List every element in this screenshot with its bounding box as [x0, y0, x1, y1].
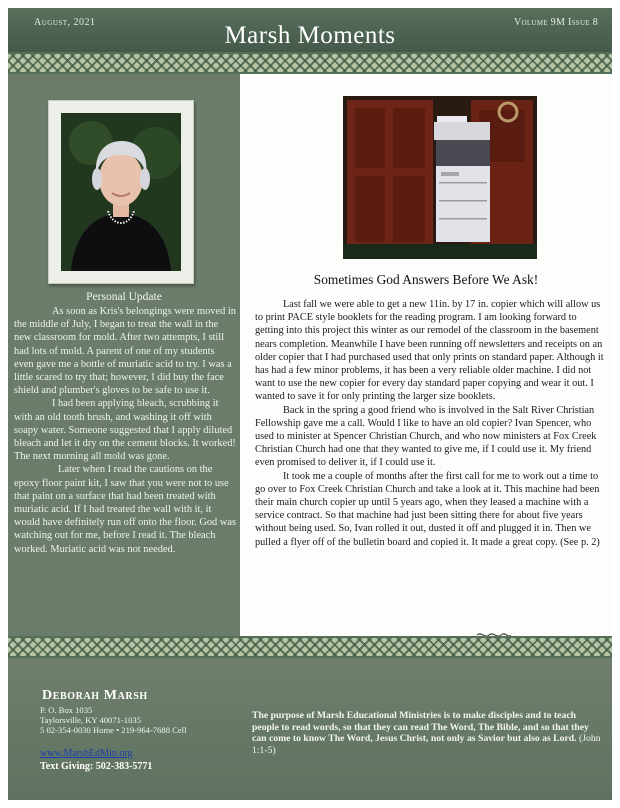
volume-issue: Volume 9M Issue 8 — [513, 17, 598, 28]
article-heading: Sometimes God Answers Before We Ask! — [313, 272, 539, 287]
article-paragraph: Last fall we were able to get a new 11in. by 17 in. copier which will allow us to print PACE style booklets for the reading program. I am looking forward to getting into this project this winter as our remodel of the classroom in the basement nears completion. Meanwhile I have been running off newsletters and receipts on an older copier that I had purchased used that only prints on standard paper. Although it has had a few minor problems, it has been a very reliable older machine. I did not want to use the new copier for every day standard paper copying and wear it out. I wanted to save it for only printing the larger size booklets. — [255, 299, 604, 403]
mission-text: The purpose of Marsh Educational Ministries is to make disciples and to teach people to read words, so that they can read The Word, The Bible, and so that they can come to know The Word, Jesus Christ, not only as Savior but also as Lord. — [252, 710, 589, 745]
sidebar-paragraph: As soon as Kris's belongings were moved in the middle of July, I began to treat the wall in the new classroom for mold. After two attempts, I still had lots of mold. A parent of one of my students even gave me a bottle of muriatic acid to try. I was a little scared to try that; however, I did buy the face shield and plumber's gloves to be safe to use it. — [14, 306, 236, 397]
footer-contact — [8, 658, 612, 800]
contact-address — [40, 705, 186, 735]
copier-photo — [343, 96, 537, 259]
masthead — [8, 8, 612, 52]
contact-name: Deborah Marsh — [42, 688, 148, 703]
portrait-frame — [48, 100, 194, 284]
sidebar-heading: Personal Update — [86, 291, 162, 303]
issue-date: August, 2021 — [34, 17, 96, 28]
decorative-band-bottom — [8, 636, 612, 658]
copier-image — [343, 96, 537, 259]
article-body — [255, 298, 607, 549]
mission-reference: (John 1:1-5) — [252, 733, 601, 756]
phone-line: 5 02-354-0030 Home • 219-964-7688 Cell — [40, 725, 187, 735]
article-paragraph: Back in the spring a good friend who is involved in the Salt River Christian Fellowship gave me a call. Would I like to have an old copier? Ivan Spencer, who used to minister at Spencer Christian Church, and who now ministers at Fox Creek Christian Church had one that they wanted to give me, if I could use it. My friend even promised to deliver it, if I could use it. — [255, 404, 597, 469]
sidebar-paragraph: Later when I read the cautions on the epoxy floor paint kit, I saw that you were not to use that paint on a surface that had been treated with muriatic acid. If I had treated the wall with it, it would have definitely run off onto the floor. God was watching out for me, before I read it. The bleach worked. Muriatic acid was not needed. — [14, 464, 237, 555]
website-link[interactable]: www.MarshEdMin.org — [40, 748, 133, 759]
article-paragraph: It took me a couple of months after the first call for me to work out a time to go over to Fox Creek Christian Church and take a look at it. This machine had been their main church copier up until 5 years ago, when they leased a machine with a service contract. So that machine had just been sitting there for about five years without being used. So, Ivan rolled it out, dusted it off and plugged it in. Then we pulled a flyer off of the bulletin board and copied it. It made a great copy. (See p. 2) — [255, 470, 600, 548]
newsletter-title: Marsh Moments — [224, 22, 396, 49]
mission-statement — [252, 710, 602, 756]
address-line: Taylorsville, KY 40071-1035 — [40, 715, 141, 725]
portrait-image — [61, 113, 181, 271]
sidebar-body — [14, 305, 236, 556]
sidebar-paragraph: I had been applying bleach, scrubbing it with an old tooth brush, and washing it off with soapy water. Someone suggested that I apply diluted bleach and let it dry on the cement blocks. It worked! The next morning all mold was gone. — [14, 398, 236, 463]
text-giving: Text Giving: 502-383-5771 — [40, 761, 153, 772]
main-article — [240, 74, 612, 636]
decorative-band-top — [8, 52, 612, 74]
address-line: P. O. Box 1035 — [40, 705, 93, 715]
sidebar-personal-update — [8, 74, 240, 636]
portrait-photo — [61, 113, 181, 271]
newsletter-page — [8, 8, 612, 800]
